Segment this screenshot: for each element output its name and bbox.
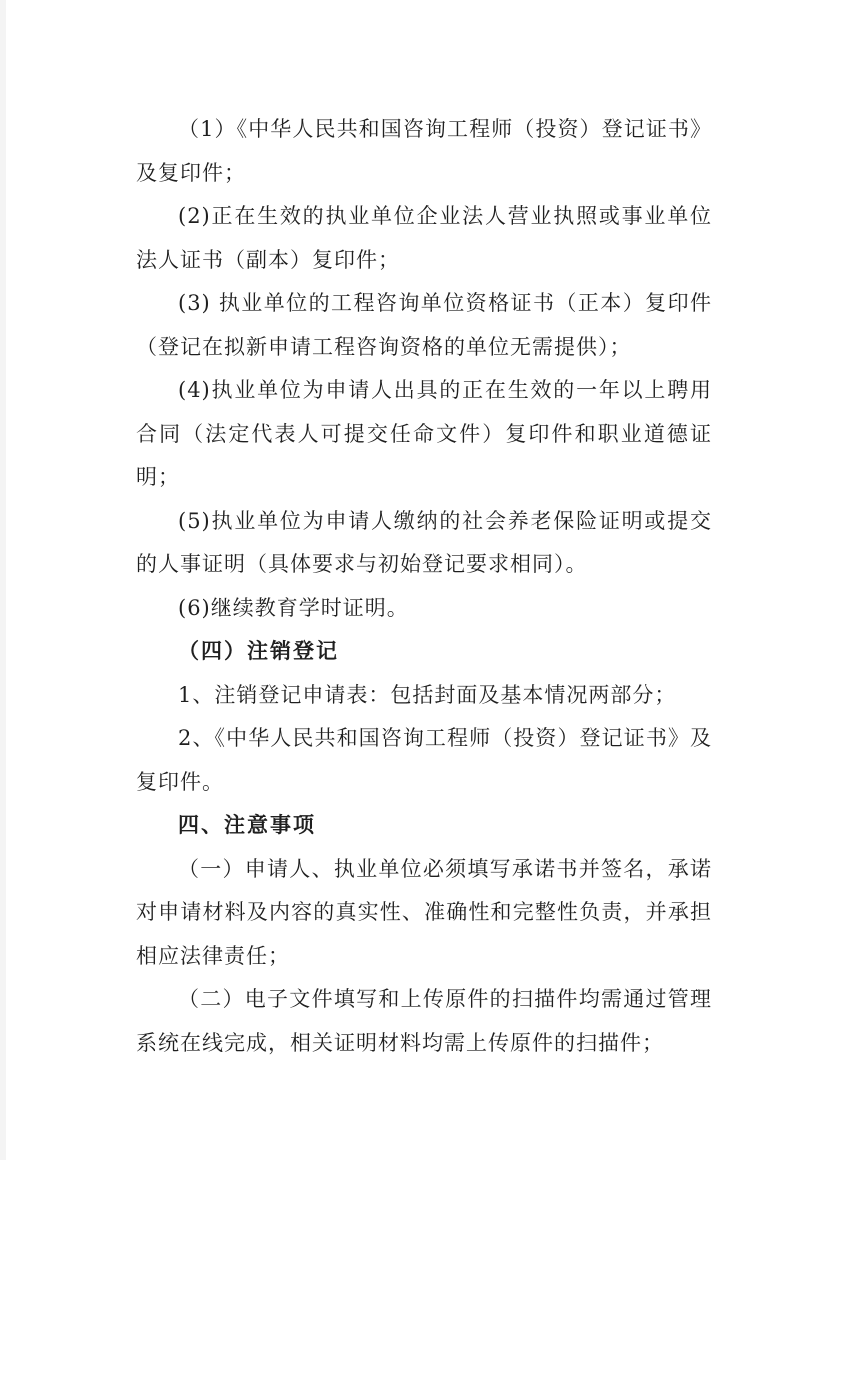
document-body: [136, 108, 712, 1065]
paragraph-item-2: (2)正在生效的执业单位企业法人营业执照或事业单位法人证书（副本）复印件；: [136, 204, 712, 272]
section-heading-notes: 四、注意事项: [178, 813, 316, 837]
paragraph-item-3: (3) 执业单位的工程咨询单位资格证书（正本）复印件（登记在拟新申请工程咨询资格的单位无需提供）；: [136, 291, 712, 359]
section-heading-cancel-registration: （四）注销登记: [178, 639, 339, 663]
paragraph-item-4: (4)执业单位为申请人出具的正在生效的一年以上聘用合同（法定代表人可提交任命文件）复印件和职业道德证明；: [136, 378, 712, 489]
cancel-item-1: 1、注销登记申请表：包括封面及基本情况两部分；: [178, 682, 677, 707]
notes-item-1: （一）申请人、执业单位必须填写承诺书并签名，承诺对申请材料及内容的真实性、准确性和完整性负责，并承担相应法律责任；: [136, 856, 712, 968]
paragraph-item-5: (5)执业单位为申请人缴纳的社会养老保险证明或提交的人事证明（具体要求与初始登记要求相同）。: [136, 508, 712, 576]
paragraph-item-1: （1）《中华人民共和国咨询工程师（投资）登记证书》及复印件；: [136, 117, 712, 185]
scan-edge: [0, 0, 6, 1160]
cancel-item-2: 2、《中华人民共和国咨询工程师（投资）登记证书》及复印件。: [136, 726, 712, 794]
paragraph-item-6: (6)继续教育学时证明。: [178, 595, 409, 620]
notes-item-2: （二）电子文件填写和上传原件的扫描件均需通过管理系统在线完成，相关证明材料均需上传原件的扫描件；: [136, 987, 712, 1055]
